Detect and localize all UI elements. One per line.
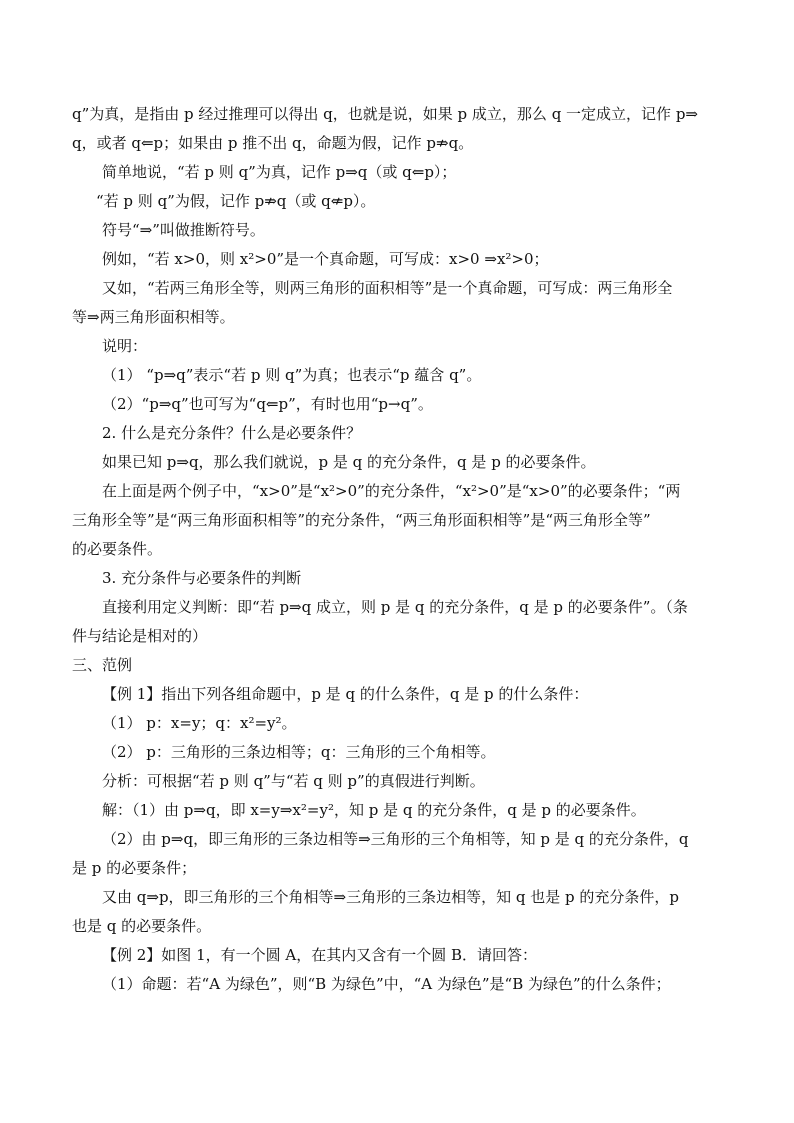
text-line: 等⇒两三角形面积相等。 <box>72 308 235 326</box>
text-line: （1） p：x=y；q：x²=y²。 <box>102 714 297 732</box>
text-line: 件与结论是相对的） <box>72 627 208 645</box>
text-line: 在上面是两个例子中，“x>0”是“x²>0”的充分条件，“x²>0”是“x>0”的必要条件；“两 <box>102 482 681 500</box>
text-line: q”为真，是指由 p 经过推理可以得出 q，也就是说，如果 p 成立，那么 q 一定成立，记作 p⇒ <box>72 105 698 123</box>
text-line: q，或者 q⇐p；如果由 p 推不出 q，命题为假，记作 p⇏q。 <box>72 134 474 152</box>
text-line: 【例 1】指出下列各组命题中，p 是 q 的什么条件，q 是 p 的什么条件： <box>102 685 589 703</box>
text-line: 三角形全等”是“两三角形面积相等”的充分条件，“两三角形面积相等”是“两三角形全等” <box>72 511 651 529</box>
text-line: 【例 2】如图 1，有一个圆 A，在其内又含有一个圆 B．请回答： <box>102 946 538 964</box>
text-line: 如果已知 p⇒q，那么我们就说，p 是 q 的充分条件，q 是 p 的必要条件。 <box>102 453 596 471</box>
document-body <box>72 100 732 999</box>
text-line: （2）“p⇒q”也可写为“q⇐p”，有时也用“p→q”。 <box>102 395 433 413</box>
text-line: 又如，“若两三角形全等，则两三角形的面积相等”是一个真命题，可写成：两三角形全 <box>102 279 673 297</box>
text-line: 三、范例 <box>72 656 133 674</box>
text-line: 说明： <box>102 337 148 355</box>
text-line: （2）由 p⇒q，即三角形的三条边相等⇒三角形的三个角相等，知 p 是 q 的充分条件，q <box>102 830 689 848</box>
text-line: （2） p：三角形的三条边相等；q：三角形的三个角相等。 <box>102 743 496 761</box>
text-line: （1）命题：若“A 为绿色”，则“B 为绿色”中，“A 为绿色”是“B 为绿色”的什么条件； <box>102 975 671 993</box>
text-line: 分析：可根据“若 p 则 q”与“若 q 则 p”的真假进行判断。 <box>102 772 485 790</box>
text-line: 2. 什么是充分条件？什么是必要条件？ <box>102 424 362 442</box>
text-line: 也是 q 的必要条件。 <box>72 917 212 935</box>
text-line: （1） “p⇒q”表示“若 p 则 q”为真；也表示“p 蕴含 q”。 <box>102 366 482 384</box>
text-line: “若 p 则 q”为假，记作 p⇏q（或 q⇍p）。 <box>96 192 376 210</box>
text-line: 的必要条件。 <box>72 540 163 558</box>
text-line: 是 p 的必要条件； <box>72 859 197 877</box>
text-line: 3. 充分条件与必要条件的判断 <box>102 569 302 587</box>
text-line: 符号“⇒”叫做推断符号。 <box>102 221 265 239</box>
text-line: 直接利用定义判断：即“若 p⇒q 成立，则 p 是 q 的充分条件，q 是 p 的必要条件”。（条 <box>102 598 688 616</box>
text-line: 又由 q⇒p，即三角形的三个角相等⇒三角形的三条边相等，知 q 也是 p 的充分条件，p <box>102 888 679 906</box>
text-line: 例如，“若 x>0，则 x²>0”是一个真命题，可写成：x>0 ⇒x²>0； <box>102 250 549 268</box>
text-line: 解：（1）由 p⇒q，即 x=y⇒x²=y²，知 p 是 q 的充分条件，q 是 p 的必要条件。 <box>102 801 646 819</box>
text-line: 简单地说，“若 p 则 q”为真，记作 p⇒q（或 q⇐p）； <box>102 163 457 181</box>
